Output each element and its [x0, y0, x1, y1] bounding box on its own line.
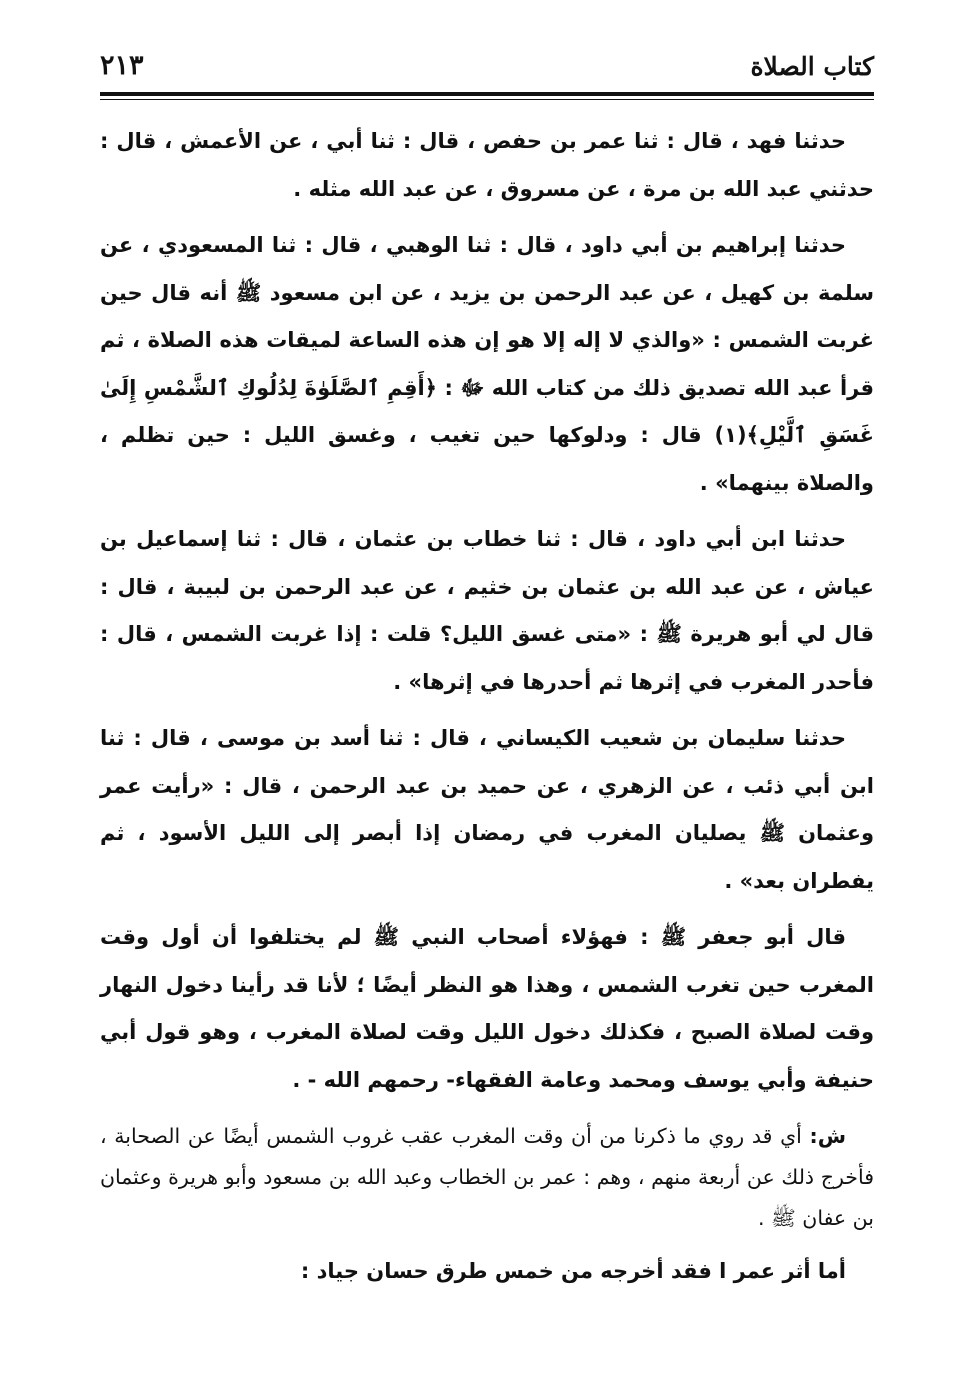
paragraph-5: قال أبو جعفر ﷺ : فهؤلاء أصحاب النبي ﷺ لم يختلفوا أن أول وقت المغرب حين تغرب الشمس ، وهذا هو النظر أيضًا ؛ لأنا قد رأينا دخول النهار وقت لصلاة الصبح ، فكذلك دخول الليل وقت لصلاة المغرب ، وهو قول أبي حنيفة وأبي يوسف ومحمد وعامة الفقهاء- رحمهم الله - . — [100, 925, 874, 1092]
commentary-paragraph — [100, 1116, 874, 1239]
commentary-marker: ش: — [809, 1124, 846, 1148]
paragraph-1: حدثنا فهد ، قال : ثنا عمر بن حفص ، قال : ثنا أبي ، عن الأعمش ، قال : حدثني عبد الله بن مرة ، عن مسروق ، عن عبد الله مثله . — [100, 129, 874, 201]
paragraph-3: حدثنا ابن أبي داود ، قال : ثنا خطاب بن عثمان ، قال : ثنا إسماعيل بن عياش ، عن عبد الله بن عثمان بن خثيم ، عن عبد الرحمن بن لبيبة ، قال : قال لي أبو هريرة ﷺ : «متى غسق الليل؟ قلت : إذا غربت الشمس ، قال : فأحدر المغرب في إثرها ثم أحدرها في إثرها» . — [100, 527, 874, 694]
paragraph-4: حدثنا سليمان بن شعيب الكيساني ، قال : ثنا أسد بن موسى ، قال : ثنا ابن أبي ذئب ، عن الزهري ، عن حميد بن عبد الرحمن ، قال : «رأيت عمر وعثمان ﷺ يصليان المغرب في رمضان إذا أبصر إلى الليل الأسود ، ثم يفطران بعد» . — [100, 726, 874, 893]
page-number: ٢١٣ — [100, 50, 144, 81]
header-rule-thin — [100, 99, 874, 100]
header-rule-thick — [100, 92, 874, 96]
book-title: كتاب الصلاة — [750, 52, 874, 81]
commentary-text: أي قد روي ما ذكرنا من أن وقت المغرب عقب غروب الشمس أيضًا عن الصحابة ، فأخرج ذلك عن أربعة منهم ، وهم : عمر بن الخطاب وعبد الله بن مسعود وأبو هريرة وعثمان بن عفان ﷺ . — [100, 1124, 874, 1230]
page-body — [100, 118, 874, 1305]
page-header — [100, 50, 874, 88]
closing-paragraph: أما أثر عمر ا فقد أخرجه من خمس طرق حسان جياد : — [300, 1259, 846, 1283]
paragraph-2: حدثنا إبراهيم بن أبي داود ، قال : ثنا الوهبي ، قال : ثنا المسعودي ، عن سلمة بن كهيل ، عن عبد الرحمن بن يزيد ، عن ابن مسعود ﷺ أنه قال حين غربت الشمس : «والذي لا إله إلا هو إن هذه الساعة لميقات هذه الصلاة ، ثم قرأ عبد الله تصديق ذلك من كتاب الله ﷻ : ﴿أَقِمِ ٱلصَّلَوٰةَ لِدُلُوكِ ٱلشَّمْسِ إِلَىٰ غَسَقِ ٱلَّيْلِ﴾(١) قال : ودلوكها حين تغيب ، وغسق الليل : حين تظلم ، والصلاة بينهما» . — [100, 233, 874, 495]
